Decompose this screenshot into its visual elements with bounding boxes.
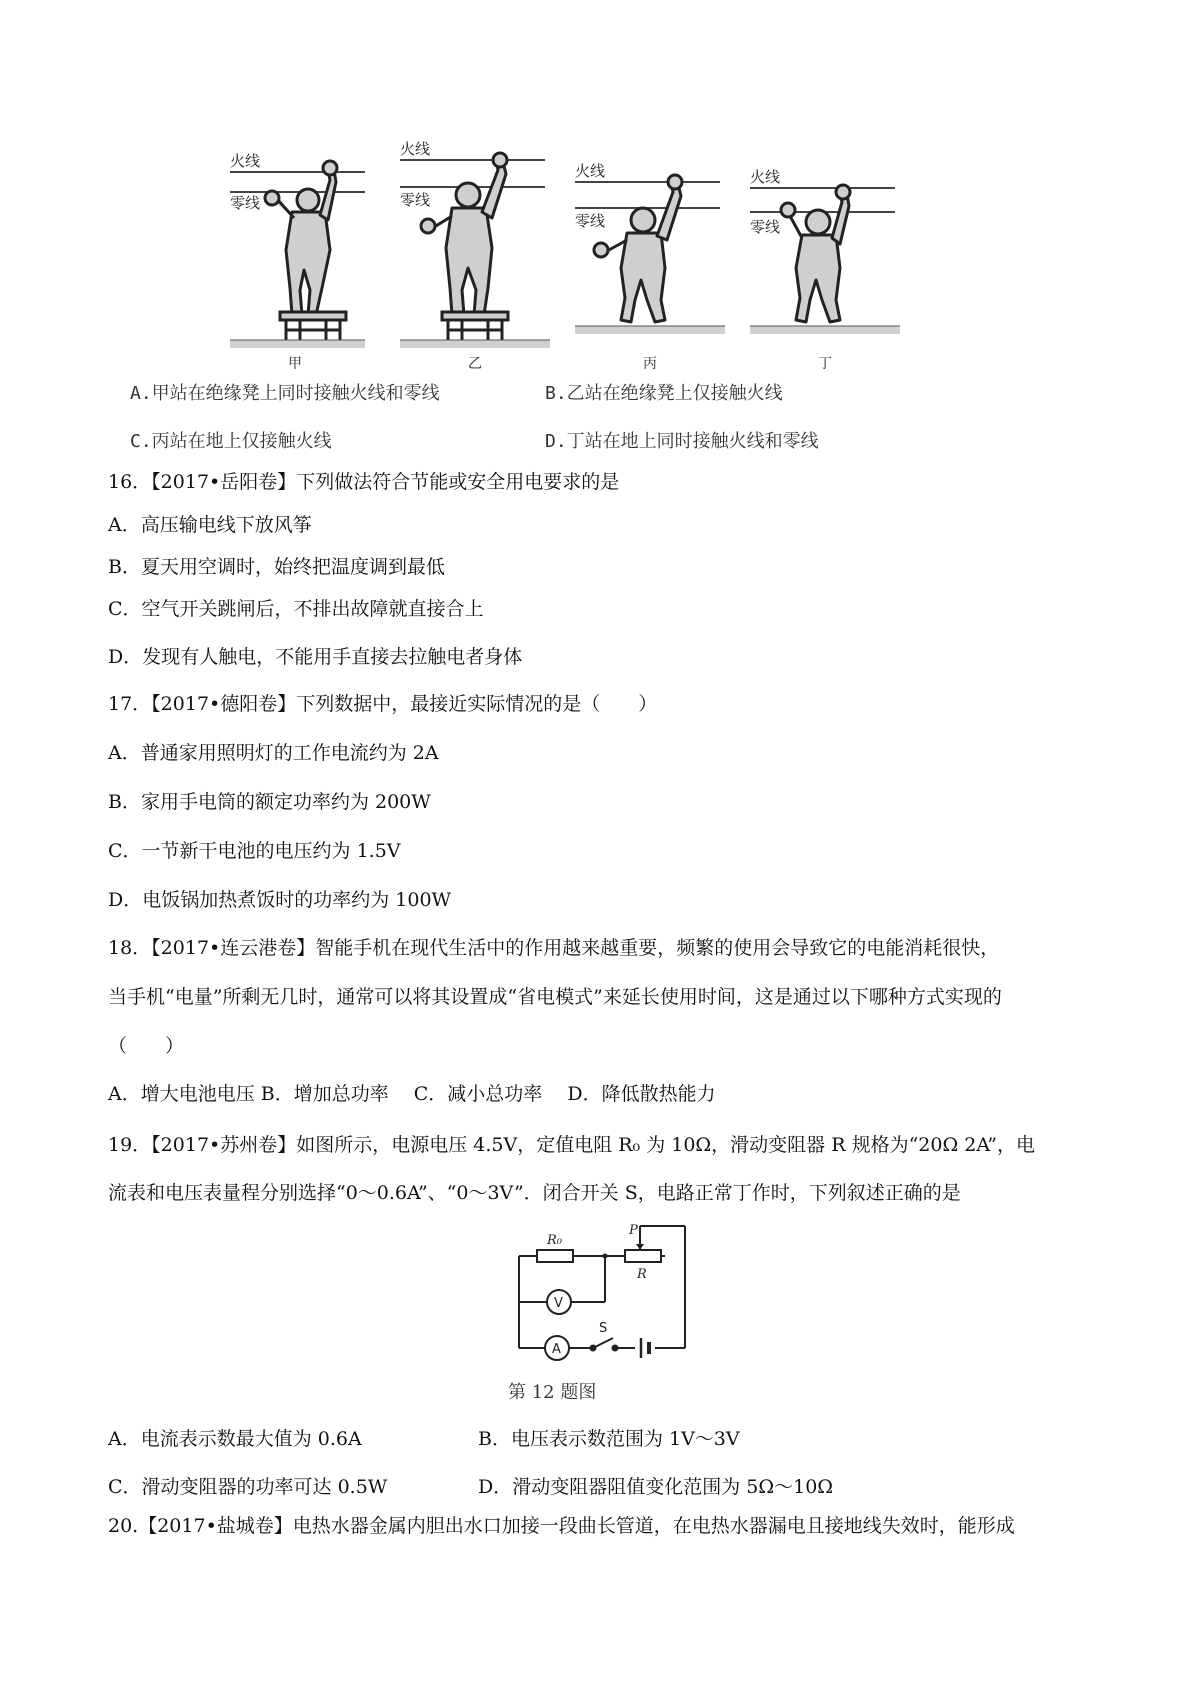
voltmeter-label: V [554,1296,563,1311]
figure-jia [230,140,365,370]
q17-option-c: C．一节新干电池的电压约为 1.5V [108,840,401,862]
q16-stem: 16．【2017•岳阳卷】下列做法符合节能或安全用电要求的是 [108,471,620,493]
q19-option-b: B．电压表示数范围为 1V～3V [478,1428,740,1450]
r0-label: R₀ [547,1233,562,1248]
neutral-wire-label: 零线 [750,218,781,236]
q15-option-c: C.丙站在地上仅接触火线 [130,431,332,452]
neutral-wire-label: 零线 [575,212,606,230]
figure-bing [575,140,725,370]
figure-caption-ding: 丁 [818,356,832,370]
figure-ding [750,140,900,370]
q15-option-b: B.乙站在绝缘凳上仅接触火线 [545,383,783,404]
q19-stem-line2: 流表和电压表量程分别选择“0～0.6A”、“0～3V”．闭合开关 S，电路正常丁作时，下列叙述正确的是 [108,1182,961,1204]
figure-caption-jia: 甲 [288,356,302,370]
q15-option-a: A.甲站在绝缘凳上同时接触火线和零线 [130,383,440,404]
electric-shock-figure [230,140,990,370]
live-wire-label: 火线 [230,152,261,170]
neutral-wire-label: 零线 [400,191,431,209]
q16-option-c: C．空气开关跳闸后，不排出故障就直接合上 [108,598,484,620]
q15-option-d: D.丁站在地上同时接触火线和零线 [545,431,819,452]
p-label: P [629,1223,638,1238]
q18-stem-line3: （ ） [108,1035,185,1057]
q19-option-d: D．滑动变阻器阻值变化范围为 5Ω～10Ω [478,1476,834,1498]
circuit-diagram [505,1222,705,1397]
q16-option-a: A．高压输电线下放风筝 [108,514,312,536]
figure-caption-yi: 乙 [468,356,482,370]
q16-option-b: B．夏天用空调时，始终把温度调到最低 [108,556,445,578]
ammeter-label: A [552,1342,561,1357]
live-wire-label: 火线 [400,140,431,158]
figure-caption-bing: 丙 [643,356,657,370]
r-label: R [637,1267,647,1282]
q18-options: A．增大电池电压 B．增加总功率 C．减小总功率 D．降低散热能力 [108,1083,716,1105]
live-wire-label: 火线 [750,168,781,186]
q18-stem-line2: 当手机“电量”所剩无几时，通常可以将其设置成“省电模式”来延长使用时间，这是通过以下哪种方式实现的 [108,986,1002,1008]
live-wire-label: 火线 [575,162,606,180]
circuit-caption: 第 12 题图 [508,1382,597,1403]
q16-option-d: D．发现有人触电，不能用手直接去拉触电者身体 [108,646,523,668]
switch-label: S [599,1321,608,1336]
q17-option-b: B．家用手电筒的额定功率约为 200W [108,791,431,813]
neutral-wire-label: 零线 [230,194,261,212]
q17-stem: 17．【2017•德阳卷】下列数据中，最接近实际情况的是（ ） [108,693,658,715]
q17-option-d: D．电饭锅加热煮饭时的功率约为 100W [108,889,452,911]
q19-option-a: A．电流表示数最大值为 0.6A [108,1428,362,1450]
figure-yi [400,140,550,370]
q20-stem-line1: 20.【2017•盐城卷】电热水器金属内胆出水口加接一段曲长管道，在电热水器漏电且接地线失效时，能形成 [108,1515,1015,1537]
q17-option-a: A．普通家用照明灯的工作电流约为 2A [108,742,439,764]
q18-stem-line1: 18．【2017•连云港卷】智能手机在现代生活中的作用越来越重要，频繁的使用会导致它的电能消耗很快， [108,937,1000,959]
q19-option-c: C．滑动变阻器的功率可达 0.5W [108,1476,388,1498]
q19-stem-line1: 19．【2017•苏州卷】如图所示，电源电压 4.5V，定值电阻 R₀ 为 10Ω，滑动变阻器 R 规格为“20Ω 2A”，电 [108,1134,1035,1156]
